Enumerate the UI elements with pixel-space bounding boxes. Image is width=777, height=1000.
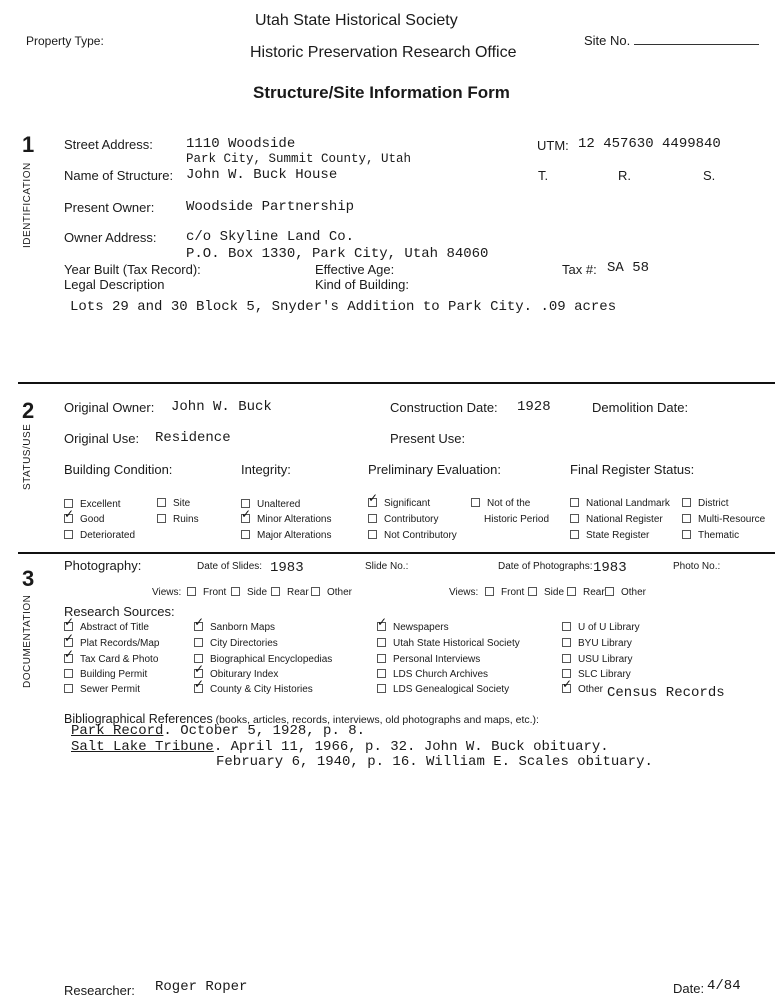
- utm-value: 12 457630 4499840: [578, 136, 721, 152]
- construction-label: Construction Date:: [390, 400, 498, 415]
- cond-excellent[interactable]: Excellent: [64, 499, 121, 510]
- checkbox-icon: [570, 498, 579, 507]
- checkbox-icon: [368, 514, 377, 523]
- checkbox-icon: [562, 638, 571, 647]
- src-uofu[interactable]: U of U Library: [562, 622, 640, 633]
- src-interviews[interactable]: Personal Interviews: [377, 654, 480, 665]
- building-condition-heading: Building Condition:: [64, 462, 173, 477]
- owner-value: Woodside Partnership: [186, 199, 355, 215]
- src-sanborn[interactable]: ✓Sanborn Maps: [194, 622, 275, 633]
- checkbox-checked-icon: [562, 684, 571, 693]
- src-byu[interactable]: BYU Library: [562, 638, 632, 649]
- src-other-value: Census Records: [607, 685, 725, 701]
- slide-view-front[interactable]: Front: [187, 587, 226, 598]
- photo-view-front[interactable]: Front: [485, 587, 524, 598]
- effective-age-label: Effective Age:: [315, 262, 395, 277]
- checkbox-icon: [157, 498, 166, 507]
- checkbox-checked-icon: [64, 514, 73, 523]
- year-built-label: Year Built (Tax Record):: [64, 262, 201, 277]
- slide-view-other[interactable]: Other: [311, 587, 352, 598]
- form-title: Structure/Site Information Form: [253, 83, 510, 102]
- cond-deteriorated[interactable]: Deteriorated: [64, 530, 135, 541]
- section-2-number: 2: [22, 398, 35, 423]
- checkbox-icon: [682, 514, 691, 523]
- checkbox-icon: [64, 669, 73, 678]
- checkbox-icon: [311, 587, 320, 596]
- date-photos-value: 1983: [593, 560, 627, 576]
- photo-view-side[interactable]: Side: [528, 587, 564, 598]
- kind-label: Kind of Building:: [315, 277, 409, 292]
- checkbox-icon: [64, 684, 73, 693]
- photo-views-label: Views:: [449, 587, 479, 598]
- street-value: 1110 Woodside: [186, 136, 296, 152]
- slide-no-label: Slide No.:: [365, 561, 409, 572]
- src-sewer-permit[interactable]: Sewer Permit: [64, 684, 140, 695]
- checkbox-icon: [157, 514, 166, 523]
- biblio-ref-3: February 6, 1940, p. 16. William E. Scales obituary.: [216, 754, 653, 770]
- orig-owner-label: Original Owner:: [64, 400, 155, 415]
- checkbox-icon: [64, 530, 73, 539]
- owner-address-line1: c/o Skyline Land Co.: [186, 229, 355, 245]
- section-1-number: 1: [22, 132, 35, 157]
- src-building-permit[interactable]: Building Permit: [64, 669, 147, 680]
- checkbox-icon: [562, 622, 571, 631]
- src-lds-archives[interactable]: LDS Church Archives: [377, 669, 488, 680]
- research-sources-label: Research Sources:: [64, 604, 175, 619]
- slide-view-rear[interactable]: Rear: [271, 587, 309, 598]
- checkbox-icon: [682, 530, 691, 539]
- owner-address-label: Owner Address:: [64, 230, 157, 245]
- section-3-number: 3: [22, 566, 35, 591]
- photography-label: Photography:: [64, 558, 142, 573]
- cond-good[interactable]: ✓Good: [64, 514, 104, 525]
- checkbox-icon: [377, 654, 386, 663]
- street-value-line2: Park City, Summit County, Utah: [186, 152, 412, 166]
- orig-use-value: Residence: [155, 430, 231, 446]
- src-bio[interactable]: Biographical Encyclopedias: [194, 654, 332, 665]
- src-other[interactable]: ✓Other: [562, 684, 603, 695]
- date-photos-label: Date of Photographs:: [498, 561, 593, 572]
- checkbox-checked-icon: [368, 498, 377, 507]
- tax-label: Tax #:: [562, 262, 597, 277]
- src-ushs[interactable]: Utah State Historical Society: [377, 638, 520, 649]
- checkbox-icon: [682, 498, 691, 507]
- checkbox-icon: [570, 530, 579, 539]
- src-abstract[interactable]: ✓Abstract of Title: [64, 622, 149, 633]
- structure-value: John W. Buck House: [186, 167, 338, 183]
- src-obituary[interactable]: ✓Obiturary Index: [194, 669, 278, 680]
- prelim-significant[interactable]: ✓Significant: [368, 498, 430, 509]
- checkbox-icon: [377, 684, 386, 693]
- biblio-ref-1: Park Record. October 5, 1928, p. 8.: [71, 723, 366, 739]
- tax-value: SA 58: [607, 260, 650, 276]
- legal-label: Legal Description: [64, 277, 165, 292]
- biblio-ref-2: Salt Lake Tribune. April 11, 1966, p. 32. John W. Buck obituary.: [71, 739, 609, 755]
- integ-minor[interactable]: ✓Minor Alterations: [241, 514, 331, 525]
- checkbox-icon: [377, 638, 386, 647]
- cond-ruins[interactable]: Ruins: [157, 514, 199, 525]
- final-thematic[interactable]: Thematic: [682, 530, 739, 541]
- checkbox-icon: [471, 498, 480, 507]
- checkbox-checked-icon: [194, 684, 203, 693]
- checkbox-icon: [241, 530, 250, 539]
- photo-view-other[interactable]: Other: [605, 587, 646, 598]
- checkbox-icon: [605, 587, 614, 596]
- street-label: Street Address:: [64, 137, 153, 152]
- checkbox-icon: [187, 587, 196, 596]
- researcher-label: Researcher:: [64, 983, 135, 998]
- prelim-not-contributory[interactable]: Not Contributory: [368, 530, 457, 541]
- src-newspapers[interactable]: ✓Newspapers: [377, 622, 449, 633]
- orig-owner-value: John W. Buck: [171, 399, 272, 415]
- prelim-not-historic-line2: Historic Period: [484, 514, 550, 525]
- owner-label: Present Owner:: [64, 200, 155, 215]
- date-slides-label: Date of Slides:: [197, 561, 263, 572]
- final-national-landmark[interactable]: National Landmark: [570, 498, 670, 509]
- date-slides-value: 1983: [270, 560, 304, 576]
- site-no-label: Site No.: [584, 33, 759, 48]
- slide-view-side[interactable]: Side: [231, 587, 267, 598]
- checkbox-checked-icon: [377, 622, 386, 631]
- range-label: R.: [618, 168, 631, 183]
- section-1-side-label: IDENTIFICATION: [22, 162, 33, 248]
- photo-view-rear[interactable]: Rear: [567, 587, 605, 598]
- owner-address-line2: P.O. Box 1330, Park City, Utah 84060: [186, 246, 489, 262]
- photo-no-label: Photo No.:: [673, 561, 721, 572]
- checkbox-icon: [567, 587, 576, 596]
- township-label: T.: [538, 168, 549, 183]
- prelim-contributory[interactable]: Contributory: [368, 514, 438, 525]
- integrity-heading: Integrity:: [241, 462, 291, 477]
- checkbox-checked-icon: [64, 654, 73, 663]
- utm-label: UTM:: [537, 138, 569, 153]
- biblio-heading: Bibliographical References (books, articles, records, interviews, old photographs and maps, etc.):: [64, 712, 539, 726]
- section-3-side-label: DOCUMENTATION: [22, 594, 33, 688]
- checkbox-icon: [528, 587, 537, 596]
- checkbox-icon: [485, 587, 494, 596]
- section-divider-1: [18, 382, 775, 384]
- cond-site[interactable]: Site: [157, 498, 190, 509]
- section-label: S.: [703, 168, 716, 183]
- office-name: Historic Preservation Research Office: [250, 44, 517, 61]
- present-use-label: Present Use:: [390, 431, 466, 446]
- final-state-register[interactable]: State Register: [570, 530, 649, 541]
- checkbox-icon: [271, 587, 280, 596]
- legal-value: Lots 29 and 30 Block 5, Snyder's Addition to Park City. .09 acres: [70, 299, 617, 315]
- src-plat[interactable]: ✓Plat Records/Map: [64, 638, 159, 649]
- final-district[interactable]: District: [682, 498, 729, 509]
- checkbox-icon: [562, 654, 571, 663]
- checkbox-checked-icon: [64, 638, 73, 647]
- checkbox-icon: [194, 638, 203, 647]
- final-multi-resource[interactable]: Multi-Resource: [682, 514, 765, 525]
- final-register-heading: Final Register Status:: [570, 462, 695, 477]
- org-name: Utah State Historical Society: [255, 12, 458, 29]
- construction-value: 1928: [517, 399, 551, 415]
- checkbox-icon: [231, 587, 240, 596]
- src-county-history[interactable]: ✓County & City Histories: [194, 684, 313, 695]
- date-value: 4/84: [707, 978, 741, 994]
- checkbox-checked-icon: [64, 622, 73, 631]
- property-type-label: Property Type:: [26, 34, 104, 48]
- integ-unaltered[interactable]: Unaltered: [241, 499, 300, 510]
- section-2-side-label: STATUS/USE: [22, 423, 33, 490]
- src-lds-genealogical[interactable]: LDS Genealogical Society: [377, 684, 509, 695]
- src-tax-card[interactable]: ✓Tax Card & Photo: [64, 654, 158, 665]
- orig-use-label: Original Use:: [64, 431, 140, 446]
- section-divider-2: [18, 552, 775, 554]
- prelim-eval-heading: Preliminary Evaluation:: [368, 462, 501, 477]
- checkbox-icon: [377, 669, 386, 678]
- slide-views-label: Views:: [152, 587, 182, 598]
- src-city-dir[interactable]: City Directories: [194, 638, 278, 649]
- final-national-register[interactable]: National Register: [570, 514, 663, 525]
- demolition-label: Demolition Date:: [592, 400, 689, 415]
- checkbox-checked-icon: [194, 622, 203, 631]
- checkbox-icon: [368, 530, 377, 539]
- checkbox-icon: [570, 514, 579, 523]
- src-slc[interactable]: SLC Library: [562, 669, 631, 680]
- prelim-not-historic[interactable]: Not of the: [471, 498, 530, 509]
- structure-label: Name of Structure:: [64, 168, 174, 183]
- src-usu[interactable]: USU Library: [562, 654, 632, 665]
- checkbox-checked-icon: [241, 514, 250, 523]
- integ-major[interactable]: Major Alterations: [241, 530, 331, 541]
- researcher-value: Roger Roper: [155, 979, 248, 995]
- date-label: Date:: [673, 981, 705, 996]
